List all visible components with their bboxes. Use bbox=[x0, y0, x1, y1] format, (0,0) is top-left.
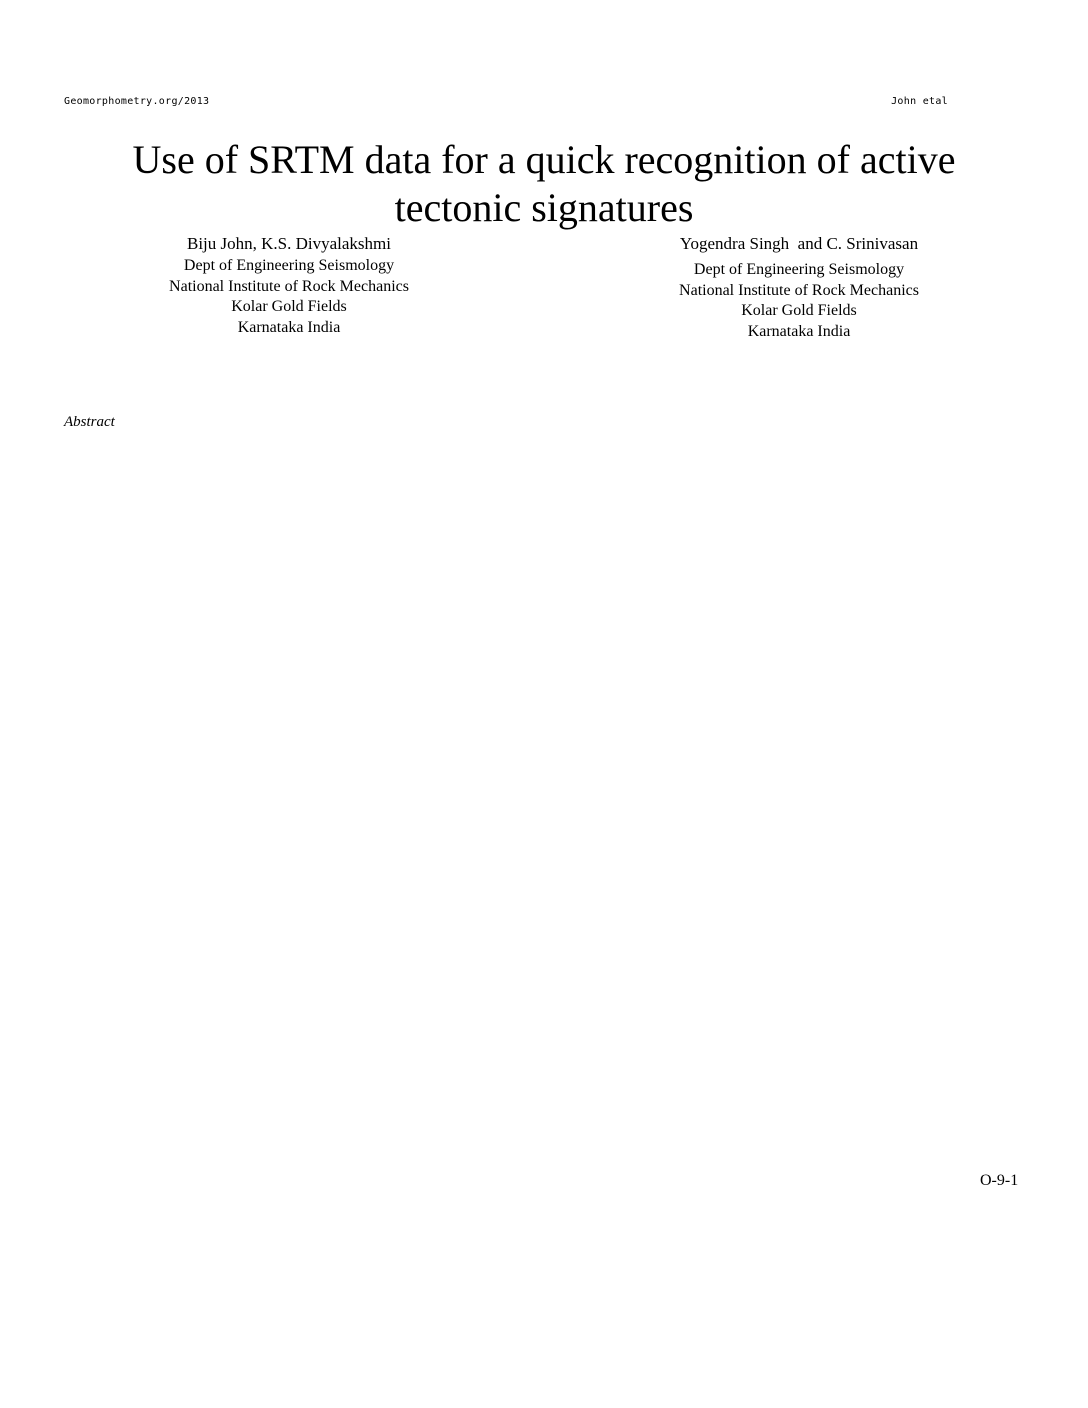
running-header-left: Geomorphometry.org/2013 bbox=[64, 96, 210, 107]
paper-title bbox=[40, 136, 1048, 232]
author-block-left bbox=[134, 234, 444, 338]
page-number: O-9-1 bbox=[980, 1172, 1019, 1189]
affiliation-city: Kolar Gold Fields bbox=[231, 298, 347, 315]
title-line-1: Use of SRTM data for a quick recognition of active bbox=[132, 137, 956, 182]
affiliation-department: Dept of Engineering Seismology bbox=[183, 257, 395, 274]
affiliation-institute: National Institute of Rock Mechanics bbox=[169, 277, 409, 295]
title-line-2: tectonic signatures bbox=[394, 185, 694, 230]
author-names-left: Biju John, K.S. Divyalakshmi bbox=[186, 234, 391, 253]
affiliation-country: Karnataka India bbox=[237, 318, 341, 336]
affiliation-country: Karnataka India bbox=[747, 322, 851, 340]
running-header-right: John etal bbox=[891, 96, 948, 107]
affiliation-department: Dept of Engineering Seismology bbox=[693, 261, 905, 278]
author-names-right: Yogendra Singh and C. Srinivasan bbox=[679, 234, 919, 253]
author-block-right bbox=[644, 234, 954, 342]
abstract-heading: Abstract bbox=[64, 414, 115, 430]
affiliation-institute: National Institute of Rock Mechanics bbox=[679, 281, 919, 299]
affiliation-city: Kolar Gold Fields bbox=[741, 302, 857, 319]
